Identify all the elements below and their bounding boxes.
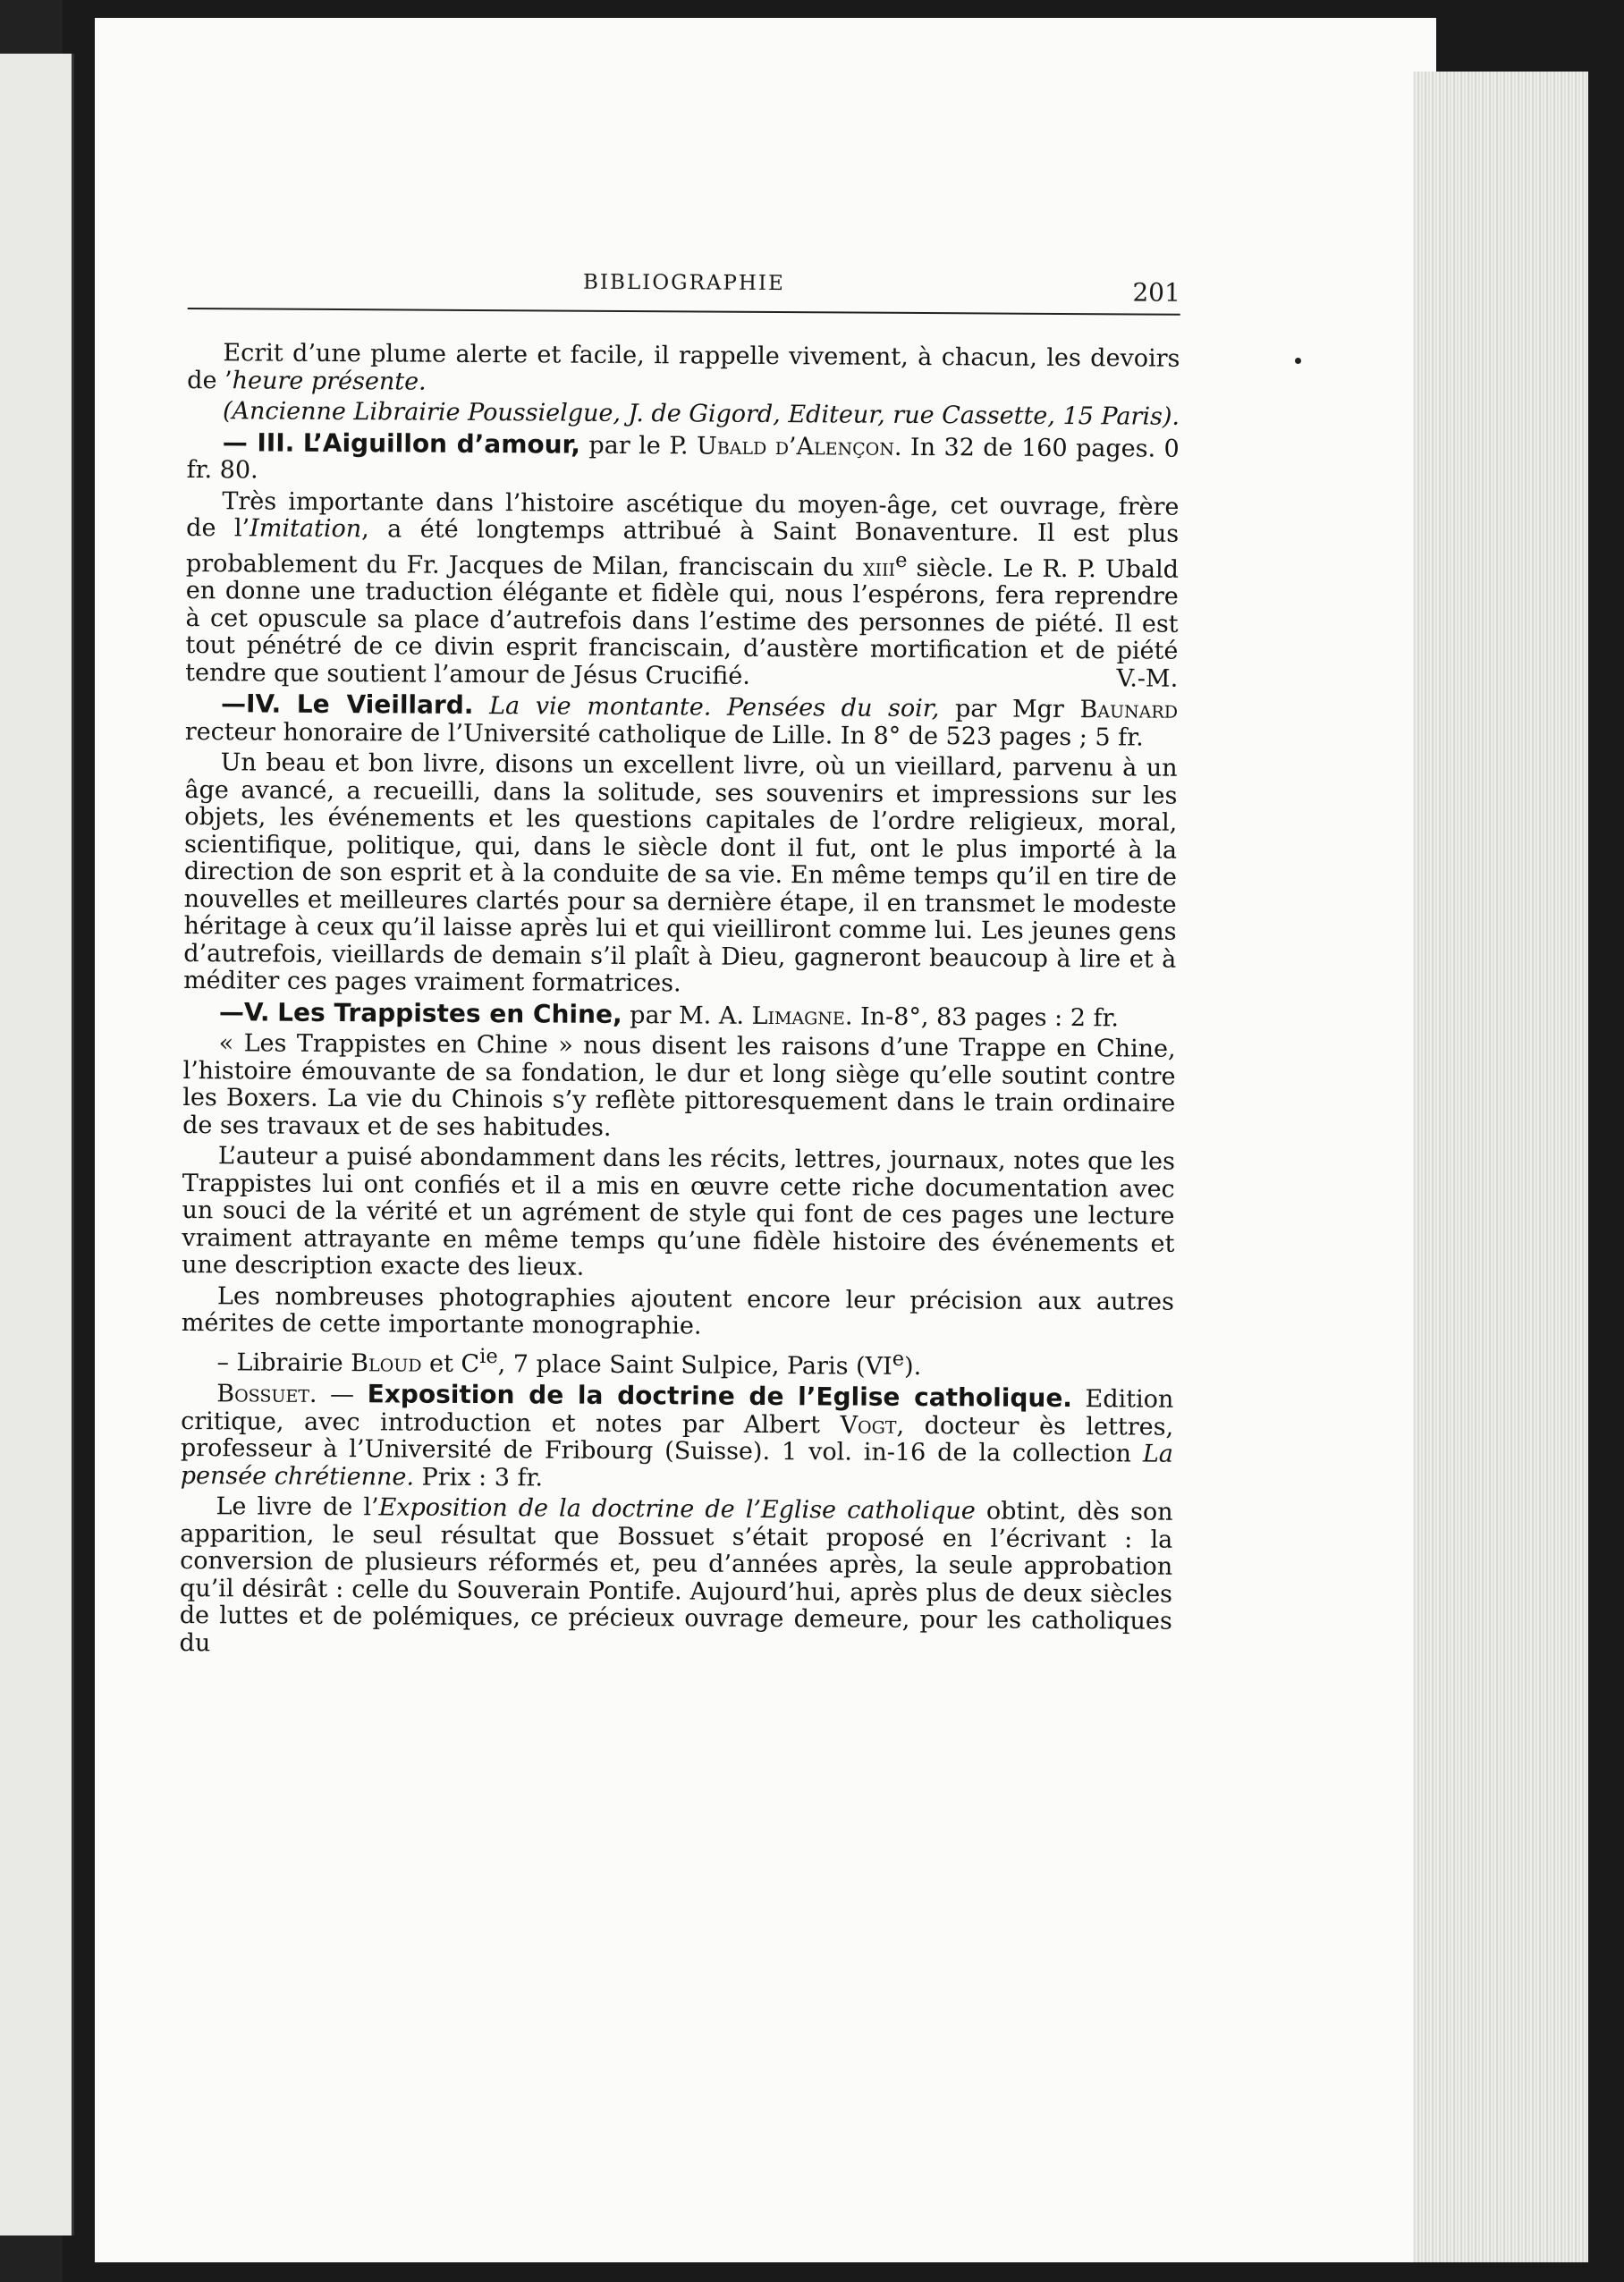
entry-iii: — III. L’Aiguillon d’amour, par le P. Ubald d’Alençon. In 32 de 160 pages. 0 fr. 80. — [186, 427, 1180, 485]
publisher-line: (Ancienne Librairie Poussielgue, J. de Gigord, Editeur, rue Cassette, 15 Paris). — [222, 397, 1180, 431]
entry-title: Exposition de la doctrine de l’Eglise catholique. — [367, 1379, 1073, 1414]
entry-v-review-3: Les nombreuses photographies ajoutent encore leur précision aux autres mérites de cette importante monographie. — [181, 1281, 1175, 1340]
entry-title: L’Aiguillon d’amour, — [302, 427, 581, 460]
entry-iv-review: Un beau et bon livre, disons un excellent livre, où un vieillard, parvenu à un âge avancé, a recueilli, dans la solitude, ses souvenirs et impressions sur les objets, les événements et les questions capitales de l’ordre religieux, moral, scientifique, politique, qui, dans le siècle dont il fut, ont le plus importé à la direction de son esprit et à la conduite de sa vie. En même temps qu’il en tire de nouvelles et meilleures clartés pour sa dernière étape, il en transmet le modeste héritage à ceux qu’il laisse après lui et qui vieilliront comme lui. Les jeunes gens d’autrefois, vieillards de demain s’il plaît à Dieu, gagneront beaucoup à lire et à méditer ces pages vraiment formatrices. — [183, 748, 1178, 998]
entry-author: Ubald d’Alençon — [696, 431, 895, 461]
entry-iii-review: Très importante dans l’histoire ascétique du moyen-âge, cet ouvrage, frère de l’Imitation, a été longtemps attribué à Saint Bonaventure. Il est plus probablement du Fr. Jacques de Milan, franciscain du xiii$^e$ siècle. Le R. P. Ubald en donne une traduction élégante et fidèle qui, nous l’espérons, fera reprendre à cet opuscule sa place d’autrefois dans l’estime des personnes de piété. Il est tout pénétré de ce divin esprit franciscain, d’austère mortification et de piété tendre que soutient l’amour de Jésus Crucifié. V.-M. — [185, 486, 1180, 693]
page-fore-edge — [1413, 72, 1588, 2262]
entry-bossuet: Bossuet. — Exposition de la doctrine de l’Eglise catholique. Edition critique, avec introduction et notes par Albert Vogt, docteur ès lettres, professeur à l’Université de Fribourg (Suisse). 1 vol. in-16 de la collection La pensée chrétienne. Prix : 3 fr. — [180, 1379, 1174, 1492]
entry-author: Baunard — [1079, 696, 1179, 724]
entry-v-review-2: L’auteur a puisé abondamment dans les récits, lettres, journaux, notes que les Trappistes lui ont confiés et il a mis en œuvre cette riche documentation avec un souci de la vérité et un agrément de style qui font de ces pages une lecture vraiment attrayante en même temps qu’une fidèle histoire des événements et une description exacte des lieux. — [182, 1142, 1176, 1281]
page-number: 201 — [1132, 277, 1180, 308]
continuation-paragraph: Ecrit d’une plume alerte et facile, il rappelle vivement, à chacun, les devoirs de ’heure présente. — [187, 339, 1180, 396]
entry-title: Les Trappistes en Chine, — [277, 997, 622, 1029]
entry-author: Bossuet — [216, 1380, 310, 1408]
entry-bossuet-review: Le livre de l’Exposition de la doctrine de l’Eglise catholique obtint, dès son apparition, le seul résultat que Bossuet s’était proposé en l’écrivant : la conversion de plusieurs réformés et, peu d’années après, la seule approbation qu’il désirât : celle du Souverain Pontife. Aujourd’hui, après plus de deux siècles de luttes et de polémiques, ce précieux ouvrage demeure, pour les catholiques du — [179, 1492, 1173, 1657]
entry-iv: —IV. Le Vieillard. La vie montante. Pensées du soir, par Mgr Baunard recteur honoraire de l’Université catholique de Lille. In 8° de 523 pages ; 5 fr. — [184, 689, 1179, 752]
review-signature: V.-M. — [1116, 663, 1179, 693]
entry-number: —IV. — [220, 689, 282, 719]
entry-subtitle: La vie montante. Pensées du soir, — [489, 692, 940, 723]
running-title: BIBLIOGRAPHIE — [582, 270, 785, 296]
entry-v: —V. Les Trappistes en Chine, par M. A. Limagne. In-8°, 83 pages : 2 fr. — [218, 996, 1120, 1032]
entry-number: —V. — [218, 996, 270, 1027]
entry-v-publisher: – Librairie Bloud et $C^{ie}$, 7 place Saint Sulpice, Paris (VIe). — [216, 1344, 922, 1381]
entry-number: — III. — [222, 427, 295, 458]
entry-v-review-1: « Les Trappistes en Chine » nous disent les raisons d’une Trappe en Chine, l’histoire émouvante de sa fondation, le dur et long siège qu’elle soutint contre les Boxers. La vie du Chinois s’y reflète pittoresquement dans le train ordinaire de ses travaux et de ses habitudes. — [182, 1029, 1176, 1142]
scan-speck — [1295, 358, 1301, 364]
page-header — [188, 268, 1180, 317]
entry-author: Limagne — [751, 1002, 845, 1031]
entry-title: Le Vieillard. — [296, 689, 474, 720]
left-page-edge — [0, 54, 74, 2236]
